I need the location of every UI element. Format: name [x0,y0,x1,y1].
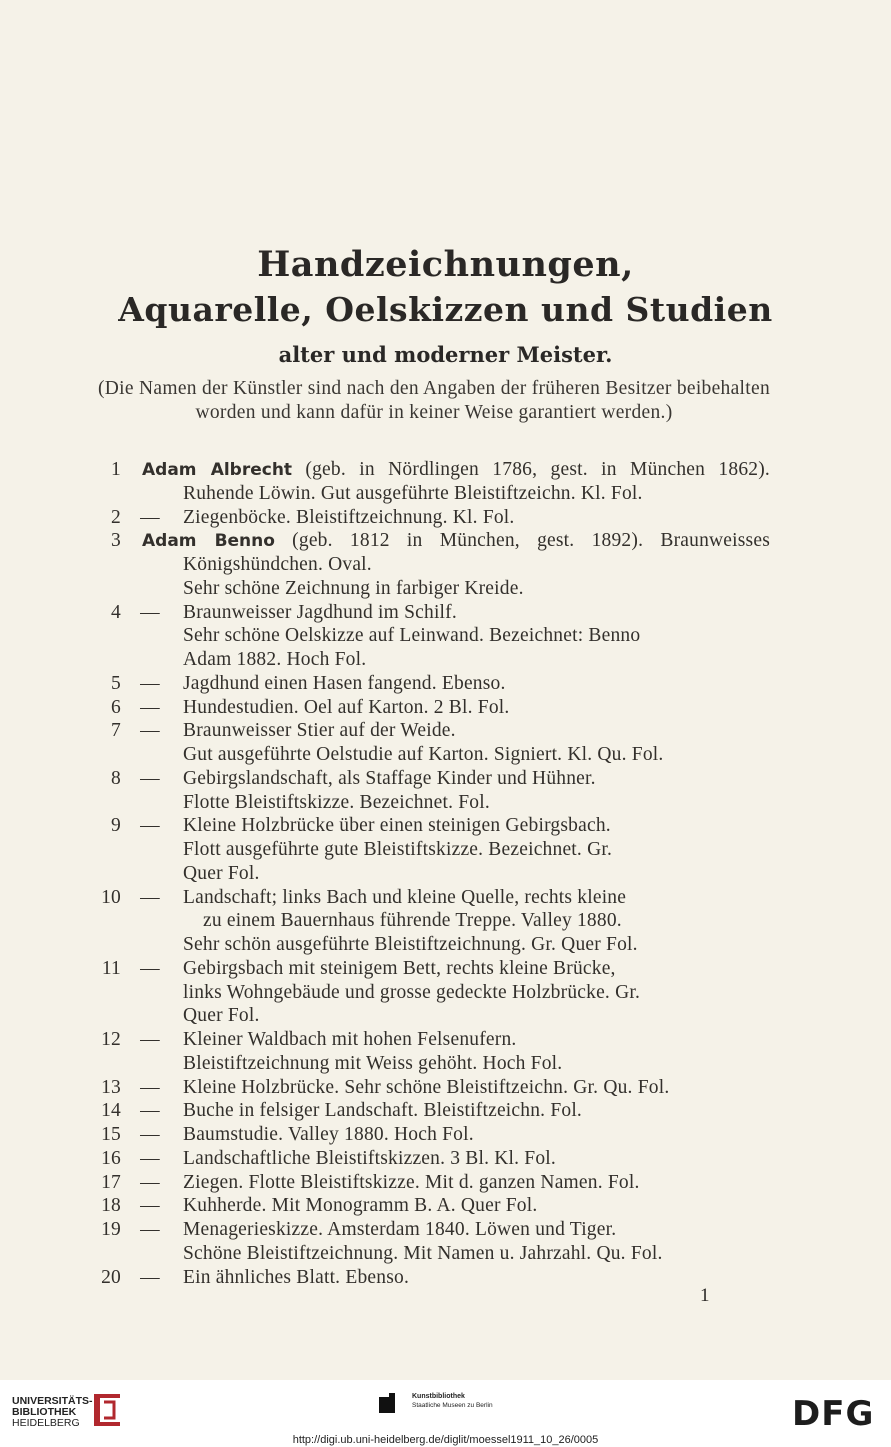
uni-line-3: HEIDELBERG [12,1417,80,1429]
entry-text: Flotte Bleistiftskizze. Bezeichnet. Fol. [183,791,490,813]
entry-text: Landschaft; links Bach und kleine Quelle, rechts kleine [183,886,627,908]
entry-continuation-line [0,1004,891,1028]
entry-text: Kuhherde. Mit Monogramm B. A. Quer Fol. [183,1195,538,1217]
entry-number: 7 [111,720,121,742]
artist-name: Adam Albrecht [142,460,293,480]
entry-text: Sehr schön ausgeführte Bleistiftzeichnung. Gr. Quer Fol. [183,934,638,955]
entry-text: links Wohngebäude und grosse gedeckte Holzbrücke. Gr. [183,981,641,1003]
uni-line-2: BIBLIOTHEK [12,1406,77,1418]
entry-number: 5 [111,672,121,694]
entry-text: zu einem Bauernhaus führende Treppe. Valley 1880. [203,910,622,932]
entry-text [142,458,770,482]
heading-line-2: Aquarelle, Oelskizzen und Studien [118,290,773,329]
ditto-dash: — [140,1195,160,1217]
heading-line-3: alter und moderner Meister. [278,342,613,367]
entry-text: Königshündchen. Oval. [183,554,372,575]
entry-text: Schöne Bleistiftzeichnung. Mit Namen u. Jahrzahl. Qu. Fol. [183,1242,663,1264]
entry-continuation-line [0,933,891,957]
entry-text: Ziegenböcke. Bleistiftzeichnung. Kl. Fol. [183,506,515,528]
entry-continuation-line [0,1052,891,1076]
kunstbibliothek-icon [379,1393,403,1417]
ditto-dash: — [140,601,160,623]
entry-text: Baumstudie. Valley 1880. Hoch Fol. [183,1124,474,1145]
entry-continuation-line [0,838,891,862]
entry-line-text: (geb. 1812 in München, gest. 1892). Braunweisses [274,530,770,552]
entry-line [0,1123,891,1147]
ditto-dash: — [140,1171,160,1193]
entry-line [0,1171,891,1195]
entry-text: Kleiner Waldbach mit hohen Felsenufern. [183,1029,517,1050]
entry-line [0,1266,891,1290]
entry-text: Ein ähnliches Blatt. Ebenso. [183,1266,410,1288]
entry-line [0,458,891,482]
entry-number: 10 [101,886,121,908]
university-library-logo-text [12,1396,93,1429]
entry-text: Ziegen. Flotte Bleistiftskizze. Mit d. ganzen Namen. Fol. [183,1171,640,1193]
entry-text: Gebirgslandschaft, als Staffage Kinder und Hühner. [183,767,596,789]
entry-text: Flott ausgeführte gute Bleistiftskizze. Bezeichnet. Gr. [183,839,613,860]
entry-text: Quer Fol. [183,862,260,884]
entry-continuation-line [0,577,891,601]
entry-line [0,957,891,981]
entry-text: Adam 1882. Hoch Fol. [183,649,367,670]
ditto-dash: — [140,886,160,908]
entry-number: 18 [101,1195,121,1217]
uni-line-1: UNIVERSITÄTS- [12,1395,93,1407]
footer-bar [0,1380,891,1447]
entry-continuation-line [0,981,891,1005]
entry-text: Gebirgsbach mit steinigem Bett, rechts kleine Brücke, [183,957,616,979]
entry-number: 20 [101,1266,121,1288]
entry-number: 2 [111,506,121,528]
ditto-dash: — [140,957,160,979]
entry-text: Landschaftliche Bleistiftskizzen. 3 Bl. Kl. Fol. [183,1147,556,1169]
kb-line-2: Staatliche Museen zu Berlin [412,1402,493,1409]
entry-line [0,601,891,625]
entry-line [0,1076,891,1100]
ditto-dash: — [140,1147,160,1169]
entry-continuation-line [0,648,891,672]
entry-text: Bleistiftzeichnung mit Weiss gehöht. Hoch Fol. [183,1052,563,1074]
entry-number: 13 [101,1076,121,1098]
entry-line [0,529,891,553]
entry-text: Kleine Holzbrücke. Sehr schöne Bleistiftzeichn. Gr. Qu. Fol. [183,1076,670,1098]
entry-line [0,886,891,910]
source-url[interactable]: http://digi.ub.uni-heidelberg.de/diglit/moessel1911_10_26/0005 [292,1434,599,1446]
entry-text: Hundestudien. Oel auf Karton. 2 Bl. Fol. [183,696,510,718]
entry-line [0,1218,891,1242]
entry-number: 17 [101,1171,121,1193]
heading-line-1: Handzeichnungen, [257,244,634,285]
entry-number: 12 [101,1029,121,1050]
ditto-dash: — [140,1124,160,1145]
intro-note: (Die Namen der Künstler sind nach den Angaben der früheren Besitzer beibehalten worden und kann dafür in keiner Weise garantiert werden.) [98,378,770,423]
entry-continuation-line [0,553,891,577]
ditto-dash: — [140,720,160,742]
entry-text: Braunweisser Stier auf der Weide. [183,720,456,742]
ditto-dash: — [140,696,160,718]
entry-continuation-line [0,743,891,767]
entry-continuation-line [0,909,891,933]
entry-continuation-line [0,1242,891,1266]
ditto-dash: — [140,506,160,528]
entry-line [0,1099,891,1123]
entry-number: 16 [101,1147,121,1169]
entry-number: 14 [101,1100,121,1122]
entry-text: Gut ausgeführte Oelstudie auf Karton. Signiert. Kl. Qu. Fol. [183,744,664,765]
kb-line-1: Kunstbibliothek [412,1393,465,1400]
entry-number: 6 [111,696,121,718]
ditto-dash: — [140,1219,160,1240]
ditto-dash: — [140,672,160,694]
ditto-dash: — [140,815,160,837]
artist-name: Adam Benno [142,531,275,552]
entry-text: Buche in felsiger Landschaft. Bleistiftzeichn. Fol. [183,1100,583,1122]
entry-line [0,696,891,720]
entry-text: Kleine Holzbrücke über einen steinigen Gebirgsbach. [183,815,611,837]
entry-text [142,529,770,553]
entry-text: Sehr schöne Zeichnung in farbiger Kreide. [183,577,524,599]
entry-continuation-line [0,862,891,886]
entry-line [0,814,891,838]
entry-number: 1 [111,459,121,480]
kunstbibliothek-text [412,1392,493,1410]
ditto-dash: — [140,767,160,789]
ditto-dash: — [140,1029,160,1050]
university-library-icon [90,1390,124,1430]
entry-text: Sehr schöne Oelskizze auf Leinwand. Bezeichnet: Benno [183,625,641,647]
entry-number: 19 [101,1219,121,1240]
ditto-dash: — [140,1076,160,1098]
entry-line [0,672,891,696]
entry-line [0,1194,891,1218]
entry-continuation-line [0,791,891,815]
entry-line [0,1028,891,1052]
entry-number: 3 [111,530,121,552]
entry-number: 4 [111,601,121,623]
dfg-logo: DFG [792,1394,875,1434]
entry-continuation-line [0,624,891,648]
entry-text: Jagdhund einen Hasen fangend. Ebenso. [183,672,506,694]
entry-number: 11 [101,957,121,979]
entry-line [0,1147,891,1171]
ditto-dash: — [140,1266,160,1288]
entry-text: Braunweisser Jagdhund im Schilf. [183,601,457,623]
entry-line [0,719,891,743]
entry-line [0,506,891,530]
entry-number: 8 [111,767,121,789]
entry-continuation-line [0,482,891,506]
entry-line-text: (geb. in Nördlingen 1786, gest. in München 1862). [292,459,770,480]
entry-line [0,767,891,791]
entry-text: Quer Fol. [183,1005,260,1027]
page-number: 1 [700,1285,710,1306]
ditto-dash: — [140,1100,160,1122]
entry-text: Ruhende Löwin. Gut ausgeführte Bleistiftzeichn. Kl. Fol. [183,482,643,504]
entry-number: 15 [101,1124,121,1145]
entry-number: 9 [111,815,121,837]
entry-text: Menagerieskizze. Amsterdam 1840. Löwen und Tiger. [183,1219,617,1240]
